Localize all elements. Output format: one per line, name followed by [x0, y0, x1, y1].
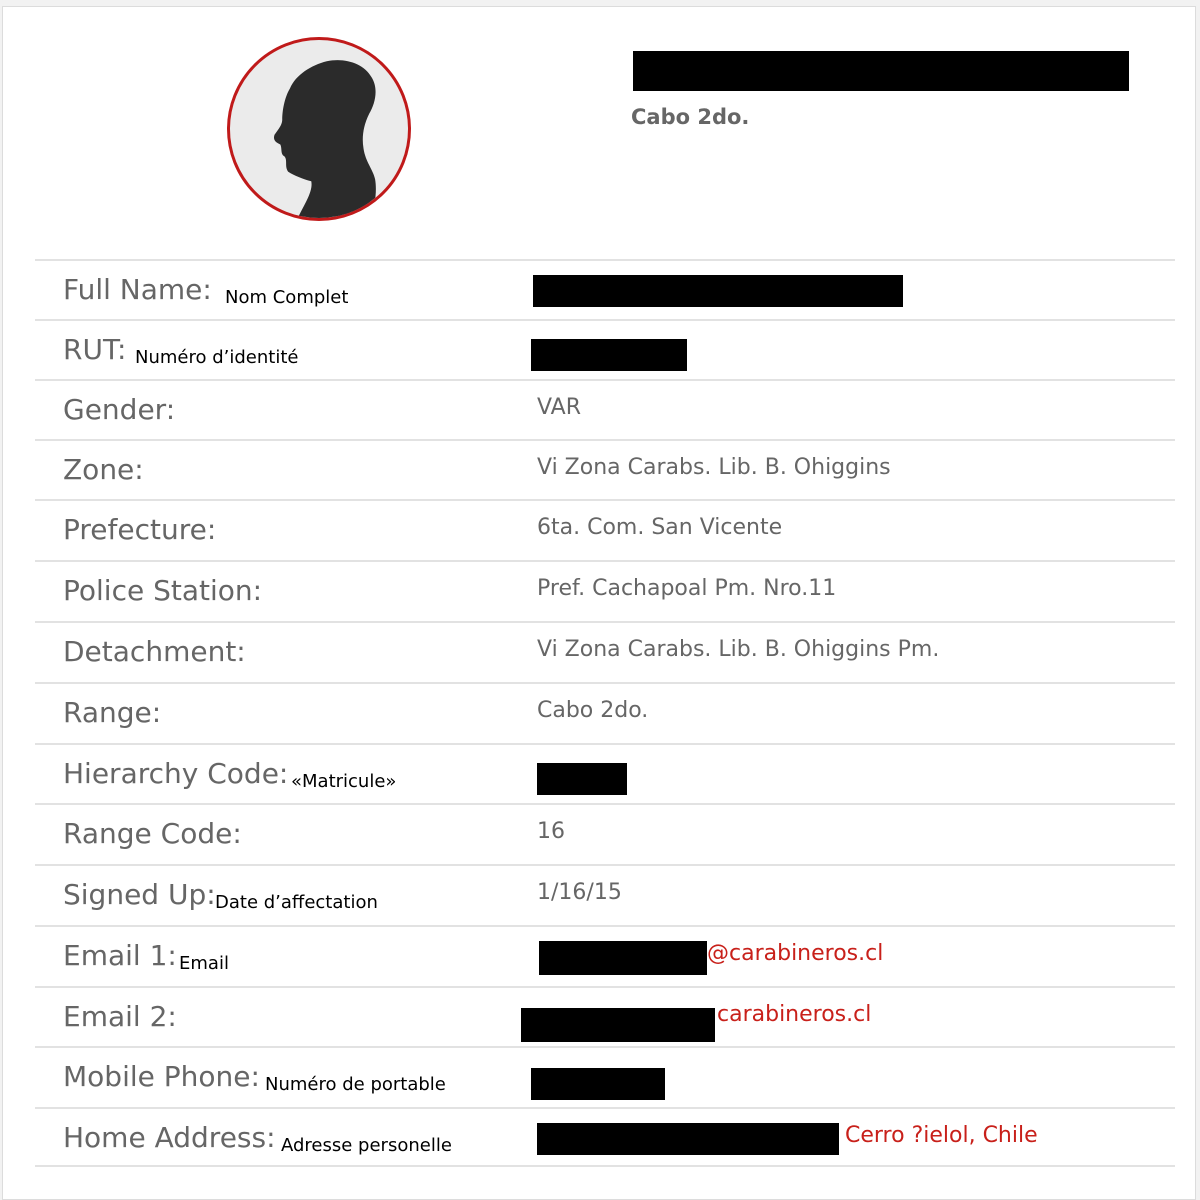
row-home-address	[35, 1107, 1175, 1167]
field-label: Police Station:	[63, 574, 263, 607]
email-1-link[interactable]: @carabineros.cl	[707, 941, 884, 966]
field-value: 16	[537, 819, 565, 844]
field-value: Cabo 2do.	[537, 698, 649, 723]
field-label: Zone:	[63, 453, 144, 486]
field-label: Full Name:	[63, 273, 212, 306]
row-prefecture	[35, 499, 1175, 559]
row-hierarchy-code	[35, 743, 1175, 803]
value-redaction	[521, 1008, 715, 1042]
field-value: Vi Zona Carabs. Lib. B. Ohiggins Pm.	[537, 637, 940, 662]
field-value: VAR	[537, 395, 581, 420]
row-range	[35, 682, 1175, 742]
row-email-2	[35, 986, 1175, 1046]
email-2-link[interactable]: carabineros.cl	[717, 1002, 872, 1027]
value-redaction	[531, 1068, 665, 1100]
field-label: Signed Up:	[63, 878, 216, 911]
row-signed-up	[35, 864, 1175, 924]
row-email-1	[35, 925, 1175, 985]
name-header-redaction	[633, 51, 1129, 91]
profile-card	[2, 6, 1196, 1200]
field-label: Home Address:	[63, 1121, 276, 1154]
rank-heading: Cabo 2do.	[631, 105, 750, 129]
row-rut	[35, 319, 1175, 379]
field-translation: Email	[179, 953, 229, 974]
value-redaction	[537, 763, 627, 795]
field-label: Gender:	[63, 393, 176, 426]
field-label: Mobile Phone:	[63, 1060, 260, 1093]
row-gender	[35, 379, 1175, 439]
field-label: Email 1:	[63, 939, 177, 972]
person-silhouette-icon	[230, 40, 408, 218]
field-translation: Adresse personelle	[281, 1135, 452, 1156]
value-redaction	[537, 1123, 839, 1155]
row-mobile-phone	[35, 1046, 1175, 1106]
field-translation: Numéro de portable	[265, 1074, 446, 1095]
field-label: RUT:	[63, 333, 127, 366]
field-label: Email 2:	[63, 1000, 177, 1033]
row-range-code	[35, 803, 1175, 863]
field-value: Vi Zona Carabs. Lib. B. Ohiggins	[537, 455, 891, 480]
field-translation: Date d’affectation	[215, 892, 378, 913]
row-zone	[35, 439, 1175, 499]
value-redaction	[533, 275, 903, 307]
row-detachment	[35, 621, 1175, 681]
field-label: Range Code:	[63, 817, 242, 850]
field-label: Prefecture:	[63, 513, 217, 546]
avatar	[227, 37, 411, 221]
field-label: Range:	[63, 696, 162, 729]
value-redaction	[539, 941, 707, 975]
field-value: 6ta. Com. San Vicente	[537, 515, 783, 540]
field-value: 1/16/15	[537, 880, 622, 905]
field-label: Hierarchy Code:	[63, 757, 289, 790]
field-label: Detachment:	[63, 635, 246, 668]
field-translation: Nom Complet	[225, 287, 349, 308]
home-address-link[interactable]: Cerro ?ielol, Chile	[845, 1123, 1038, 1148]
field-translation: «Matricule»	[291, 771, 397, 792]
value-redaction	[531, 339, 687, 371]
row-full-name	[35, 259, 1175, 319]
row-police-station	[35, 560, 1175, 620]
field-translation: Numéro d’identité	[135, 347, 299, 368]
field-value: Pref. Cachapoal Pm. Nro.11	[537, 576, 837, 601]
